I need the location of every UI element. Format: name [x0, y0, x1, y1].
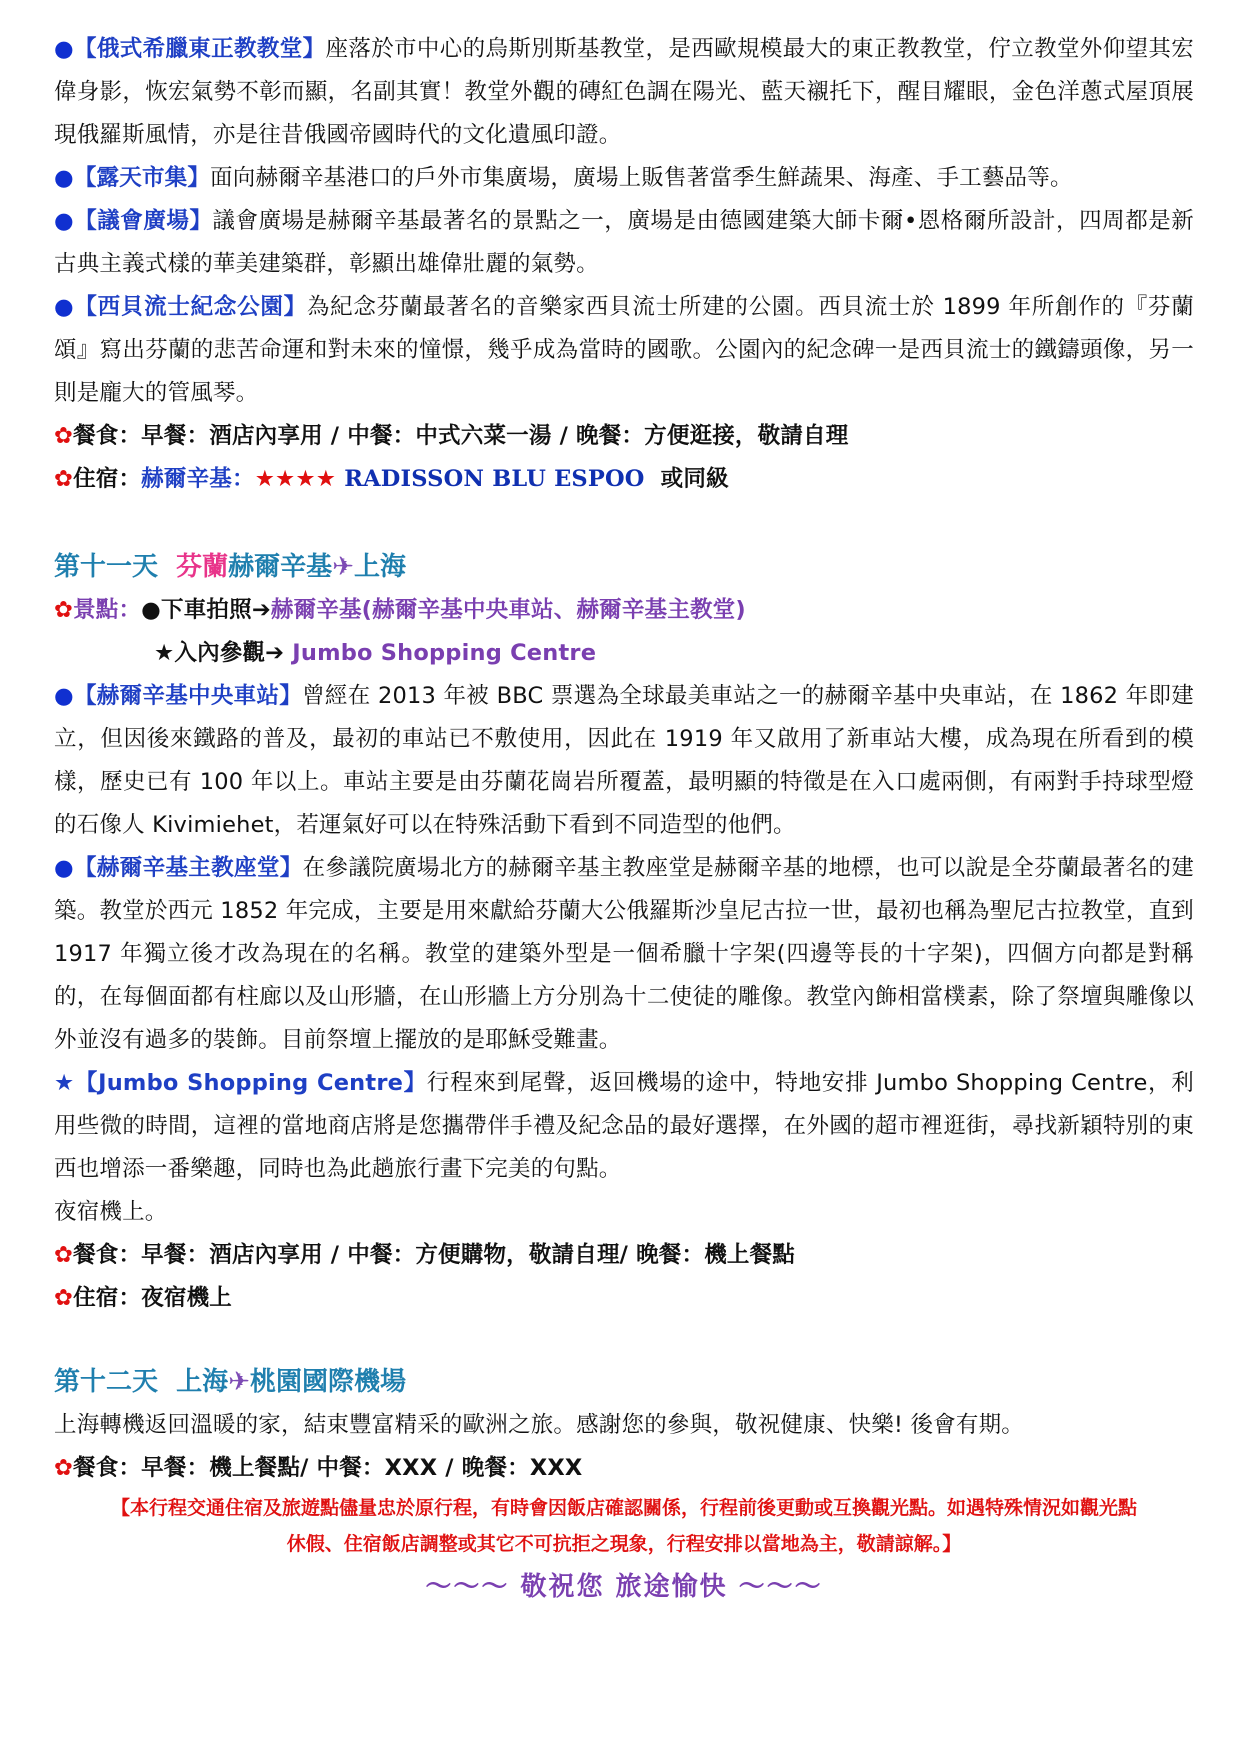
day11-lodging-text: 住宿：夜宿機上	[73, 1285, 232, 1311]
market-text: 面向赫爾辛基港口的戶外市集廣場，廣場上販售著當季生鮮蔬果、海產、手工藝品等。	[210, 165, 1073, 191]
bullet-icon: ●	[54, 208, 75, 234]
flower-icon: ✿	[54, 1242, 74, 1268]
station-text: 曾經在 2013 年被 BBC 票選為全球最美車站之一的赫爾辛基中央車站，在 1862 年即建立，但因後來鐵路的普及，最初的車站已不敷使用，因此在 1919 年又啟用了新車站大樓，成為現在所看到的模樣，歷史已有 100 年以上。車站主要是由芬蘭花崗岩所覆蓋，最明顯的特徵是在入口處兩側，有兩對手持球型燈的石像人 Kivimiehet，若運氣好可以在特殊活動下看到不同造型的他們。	[54, 683, 1194, 838]
flower-icon: ✿	[54, 423, 74, 449]
day12-text: 上海轉機返回溫暖的家，結束豐富精采的歐洲之旅。感謝您的參與，敬祝健康、快樂! 後會有期。	[54, 1412, 1024, 1438]
lodging-suffix: 或同級	[660, 466, 729, 492]
day11-meals-text: 餐食：早餐：酒店內享用 / 中餐：方便購物，敬請自理/ 晚餐：機上餐點	[73, 1242, 795, 1268]
arrow-icon: ➔	[265, 640, 285, 666]
day11-visit	[54, 632, 1194, 675]
day11-lodging	[54, 1277, 1194, 1320]
spots-label: 景點：	[73, 597, 142, 623]
airplane-icon: ✈	[332, 552, 354, 582]
day11-meals	[54, 1234, 1194, 1277]
jumbo-paragraph	[54, 1062, 1194, 1191]
day12-to-city: 桃園國際機場	[249, 1367, 406, 1397]
day11-to-city: 上海	[353, 552, 406, 582]
day10-meals	[54, 415, 1194, 458]
day11-label: 第十一天	[54, 552, 159, 582]
overnight-text: 夜宿機上。	[54, 1199, 168, 1225]
day11-spots	[54, 589, 1194, 632]
day11-from-country: 芬蘭	[176, 552, 229, 582]
bullet-icon: ●	[54, 683, 74, 709]
day12-meals-text: 餐食：早餐：機上餐點/ 中餐：XXX / 晚餐：XXX	[73, 1455, 583, 1481]
day10-meals-text: 餐食：早餐：酒店內享用 / 中餐：中式六菜一湯 / 晚餐：方便逛接，敬請自理	[73, 423, 849, 449]
day11-from-city: 赫爾辛基	[228, 552, 333, 582]
market-title: 【露天市集】	[73, 165, 211, 191]
day11-heading	[54, 545, 1194, 589]
spacer	[54, 1320, 1194, 1360]
church-title: 【赫爾辛基主教座堂】	[74, 855, 303, 881]
jumbo-text: 行程來到尾聲，返回機場的途中，特地安排 Jumbo Shopping Centre，利用些微的時間，這裡的當地商店將是您攜帶伴手禮及紀念品的最好選擇，在外國的超市裡逛街，尋找新穎特別的東西也增添一番樂趣，同時也為此趟旅行畫下完美的句點。	[54, 1070, 1194, 1182]
station-paragraph	[54, 675, 1194, 847]
bullet-icon: ●	[54, 855, 74, 881]
day12-from-city: 上海	[176, 1367, 229, 1397]
cathedral-paragraph	[54, 28, 1194, 157]
visit-prefix: ★入內參觀	[154, 640, 266, 666]
day12-heading	[54, 1360, 1194, 1404]
flower-icon: ✿	[54, 466, 74, 492]
bullet-icon: ●	[54, 36, 74, 62]
lodging-label: 住宿：	[73, 466, 142, 492]
senate-text: 議會廣場是赫爾辛基最著名的景點之一，廣場是由德國建築大師卡爾•恩格爾所設計，四周都是新古典主義式樣的華美建築群，彰顯出雄偉壯麗的氣勢。	[54, 208, 1194, 277]
station-title: 【赫爾辛基中央車站】	[73, 683, 303, 709]
bullet-icon: ●	[54, 294, 75, 320]
senate-title: 【議會廣場】	[74, 208, 213, 234]
sibelius-paragraph	[54, 286, 1194, 415]
notice-line-2: 休假、住宿飯店調整或其它不可抗拒之現象，行程安排以當地為主，敬請諒解。】	[286, 1533, 962, 1555]
visit-places: Jumbo Shopping Centre	[292, 640, 597, 666]
sibelius-title: 【西貝流士紀念公園】	[74, 294, 307, 320]
bullet-icon: ●	[54, 165, 74, 191]
farewell-text: ～～～ 敬祝您 旅途愉快 ～～～	[425, 1572, 823, 1602]
photo-places: 赫爾辛基(赫爾辛基中央車站、赫爾辛基主教堂)	[270, 597, 746, 623]
notice-line-1: 【本行程交通住宿及旅遊點儘量忠於原行程，有時會因飯店確認關係，行程前後更動或互換觀光點。如遇特殊情況如觀光點	[110, 1497, 1137, 1519]
senate-paragraph	[54, 200, 1194, 286]
flower-icon: ✿	[54, 1455, 74, 1481]
airplane-icon: ✈	[228, 1367, 250, 1397]
cathedral-text: 座落於市中心的烏斯別斯基教堂，是西歐規模最大的東正教教堂，佇立教堂外仰望其宏偉身影，恢宏氣勢不彰而顯，名副其實！教堂外觀的磚紅色調在陽光、藍天襯托下，醒目耀眼，金色洋蔥式屋頂展現俄羅斯風情，亦是往昔俄國帝國時代的文化遺風印證。	[54, 36, 1194, 148]
market-paragraph	[54, 157, 1194, 200]
day12-meals	[54, 1447, 1194, 1490]
day12-label: 第十二天	[54, 1367, 159, 1397]
spacer	[54, 501, 1194, 545]
church-text: 在參議院廣場北方的赫爾辛基主教座堂是赫爾辛基的地標，也可以說是全芬蘭最著名的建築。教堂於西元 1852 年完成，主要是用來獻給芬蘭大公俄羅斯沙皇尼古拉一世，最初也稱為聖尼古拉教堂，直到 1917 年獨立後才改為現在的名稱。教堂的建築外型是一個希臘十字架(四邊等長的十字架)，四個方向都是對稱的，在每個面都有柱廊以及山形牆，在山形牆上方分別為十二使徒的雕像。教堂內飾相當樸素，除了祭壇與雕像以外並沒有過多的裝飾。目前祭壇上擺放的是耶穌受難畫。	[54, 855, 1194, 1053]
flower-icon: ✿	[54, 597, 74, 623]
photo-prefix: ●下車拍照	[141, 597, 252, 623]
flower-icon: ✿	[54, 1285, 74, 1311]
arrow-icon: ➔	[251, 597, 271, 623]
sibelius-text: 為紀念芬蘭最著名的音樂家西貝流士所建的公園。西貝流士於 1899 年所創作的『芬蘭頌』寫出芬蘭的悲苦命運和對未來的憧憬，幾乎成為當時的國歌。公園內的紀念碑一是西貝流士的鐵鑄頭像，另一則是龐大的管風琴。	[54, 294, 1194, 406]
lodging-city: 赫爾辛基：	[141, 466, 255, 492]
star-rating: ★★★★	[254, 466, 337, 492]
day10-lodging	[54, 458, 1194, 501]
cathedral-title: 【俄式希臘東正教教堂】	[74, 36, 326, 62]
jumbo-title: ★【Jumbo Shopping Centre】	[54, 1070, 427, 1096]
hotel-name: RADISSON BLU ESPOO	[344, 466, 645, 492]
itinerary-page	[54, 28, 1194, 1612]
church-paragraph	[54, 847, 1194, 1062]
